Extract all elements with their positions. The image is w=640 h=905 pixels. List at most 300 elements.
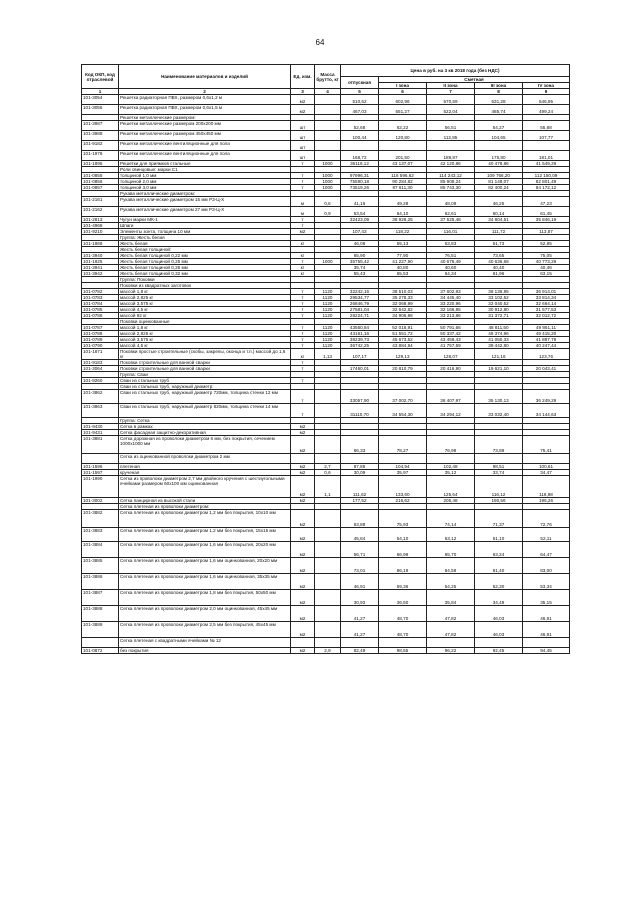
cell-code <box>82 454 119 464</box>
cell-zone-1: 551,27 <box>379 105 427 115</box>
cell-zone-2: 112,85 <box>427 131 475 141</box>
cell-unit: т <box>291 289 315 295</box>
cell-code: 101-3881 <box>82 436 119 454</box>
cell-mass <box>315 151 341 161</box>
cell-zone-2: 34 294,12 <box>427 404 475 418</box>
cell-release-price <box>341 638 379 648</box>
cell-name: Сетка из оцинкованной проволоки диаметром 2 мм <box>119 454 291 464</box>
cell-release-price: 17460,01 <box>341 366 379 372</box>
cell-unit: м <box>291 197 315 207</box>
cell-code: 101-3055 <box>82 105 119 115</box>
cell-zone-4: 33 814,34 <box>523 295 570 301</box>
cell-code: 101-1895 <box>82 161 119 167</box>
cell-mass: 1000 <box>315 185 341 191</box>
cell-release-price: 30,93 <box>341 590 379 606</box>
cell-release-price: 107,43 <box>341 229 379 235</box>
cell-code: 101-3862 <box>82 390 119 404</box>
cell-zone-4: 40 247,44 <box>523 343 570 349</box>
cell-zone-2: 53,12 <box>427 528 475 542</box>
cell-zone-3 <box>475 141 523 151</box>
cell-zone-2: 35,12 <box>427 470 475 476</box>
cell-mass <box>315 590 341 606</box>
cell-zone-1: 602,96 <box>379 95 427 105</box>
cell-code: 101-0782 <box>82 289 119 295</box>
cell-unit: т <box>291 259 315 265</box>
table-row <box>82 542 570 558</box>
table-row <box>82 558 570 574</box>
cell-zone-1: 87 611,30 <box>379 185 427 191</box>
cell-mass: 1120 <box>315 301 341 307</box>
cell-release-price: 36742,25 <box>341 343 379 349</box>
cell-zone-3: 48 811,50 <box>475 325 523 331</box>
cell-unit: т <box>291 161 315 167</box>
cell-name: Сетка плетеная из проволоки диаметром: <box>119 504 291 510</box>
cell-zone-2: 33 220,96 <box>427 301 475 307</box>
cell-zone-2: 20 416,90 <box>427 366 475 372</box>
cell-unit: м2 <box>291 510 315 528</box>
cell-release-price: 43550,84 <box>341 325 379 331</box>
cell-zone-1 <box>379 141 427 151</box>
cell-code: 101-1871 <box>82 349 119 360</box>
cell-name: Сетка фасадная защитно-декоративная <box>119 430 291 436</box>
cell-name: Решетки для приямков стальные <box>119 161 291 167</box>
cell-zone-3: 34 804,51 <box>475 217 523 223</box>
table-row <box>82 121 570 131</box>
cell-zone-2: 47,82 <box>427 606 475 622</box>
cell-release-price: 38239,73 <box>341 337 379 343</box>
cell-zone-1 <box>379 454 427 464</box>
cell-name: без покрытия <box>119 648 291 654</box>
cell-zone-4: 75,05 <box>523 253 570 259</box>
cell-release-price: 82,49 <box>341 648 379 654</box>
cell-unit: шт <box>291 141 315 151</box>
cell-zone-3: 33,74 <box>475 470 523 476</box>
cell-release-price: 97996,31 <box>341 173 379 179</box>
cell-release-price: 26846,79 <box>341 301 379 307</box>
header-mass: Масса брутто, кг <box>315 65 341 89</box>
cell-name: Сетка плетеная с квадратными ячейками № 12 <box>119 638 291 648</box>
table-row <box>82 173 570 179</box>
cell-unit: т <box>291 378 315 384</box>
table-row <box>82 141 570 151</box>
cell-zone-3: 46,25 <box>475 197 523 207</box>
header-estimate-price: Сметная <box>379 77 570 83</box>
table-body <box>82 95 570 654</box>
cell-zone-1: 65,53 <box>379 271 427 277</box>
column-number: 4 <box>315 89 341 95</box>
cell-zone-2: 65,70 <box>427 542 475 558</box>
cell-mass <box>315 558 341 574</box>
cell-name: Чугун марки МК-1 <box>119 217 291 223</box>
cell-zone-2: 35,84 <box>427 590 475 606</box>
cell-zone-1: 118,22 <box>379 229 427 235</box>
cell-unit: м2 <box>291 622 315 638</box>
cell-zone-4: 63,15 <box>523 271 570 277</box>
cell-unit: м2 <box>291 558 315 574</box>
cell-unit: кг <box>291 265 315 271</box>
table-row <box>82 179 570 185</box>
cell-unit: т <box>291 325 315 331</box>
cell-mass: 1000 <box>315 259 341 265</box>
cell-code: 101-3942 <box>82 271 119 277</box>
cell-zone-3: 41 050,33 <box>475 337 523 343</box>
cell-zone-3 <box>475 454 523 464</box>
cell-unit <box>291 638 315 648</box>
cell-release-price: 28224,71 <box>341 313 379 319</box>
table-row <box>82 648 570 654</box>
cell-unit: м2 <box>291 470 315 476</box>
cell-zone-1: 32 642,82 <box>379 307 427 313</box>
cell-unit: м2 <box>291 436 315 454</box>
cell-unit: т <box>291 390 315 404</box>
cell-zone-4: 35,15 <box>523 590 570 606</box>
cell-zone-2: 50 337,42 <box>427 331 475 337</box>
cell-name: Рукава металлические диаметром: <box>119 191 291 197</box>
cell-name: Решетки металлические вентиляционные для пола <box>119 141 291 151</box>
cell-zone-1: 49,28 <box>379 197 427 207</box>
cell-unit: кг <box>291 241 315 247</box>
cell-release-price <box>341 141 379 151</box>
cell-name: плетеная <box>119 464 291 470</box>
cell-name: массой 4,5 кг <box>119 343 291 349</box>
table-row <box>82 207 570 217</box>
cell-name: массой 1,8 кг <box>119 325 291 331</box>
cell-zone-2: 37 602,93 <box>427 289 475 295</box>
header-name: Наименование материалов и изделий <box>119 65 291 89</box>
cell-name: Роли свинцовые: марки С1 <box>119 167 291 173</box>
cell-zone-2: 570,59 <box>427 95 475 105</box>
cell-zone-2: 56,51 <box>427 121 475 131</box>
cell-zone-4: 46,91 <box>523 606 570 622</box>
cell-zone-3: 485,74 <box>475 105 523 115</box>
cell-unit <box>291 454 315 464</box>
cell-zone-3: 121,16 <box>475 349 523 360</box>
cell-code: 101-1596 <box>82 464 119 470</box>
cell-zone-4: 123,76 <box>523 349 570 360</box>
table-row <box>82 528 570 542</box>
cell-unit: т <box>291 307 315 313</box>
cell-zone-3: 39 442,80 <box>475 343 523 349</box>
cell-zone-3: 51,73 <box>475 241 523 247</box>
cell-zone-2: 116,01 <box>427 229 475 235</box>
cell-release-price: 46,08 <box>341 241 379 247</box>
cell-name: Поковки оцинкованные <box>119 319 291 325</box>
cell-zone-2: 40 676,49 <box>427 259 475 265</box>
cell-zone-3: 33 032,40 <box>475 404 523 418</box>
cell-zone-2: 76,98 <box>427 436 475 454</box>
cell-mass <box>315 390 341 404</box>
cell-zone-1: 34 906,98 <box>379 313 427 319</box>
cell-zone-1: 51 551,72 <box>379 331 427 337</box>
cell-unit: м2 <box>291 542 315 558</box>
cell-release-price: 33057,90 <box>341 390 379 404</box>
cell-release-price: 32242,16 <box>341 289 379 295</box>
cell-zone-2: 125,64 <box>427 476 475 498</box>
cell-zone-1: 86,19 <box>379 558 427 574</box>
cell-name: Решетка радиаторная ПВХ, размером 0,6х1,2 м <box>119 95 291 105</box>
cell-mass: 1120 <box>315 313 341 319</box>
cell-name: Группа: Поковки <box>119 277 291 283</box>
cell-code: 101-1597 <box>82 470 119 476</box>
cell-zone-4: 64,47 <box>523 542 570 558</box>
cell-mass: 0,6 <box>315 470 341 476</box>
cell-release-price: 35,74 <box>341 265 379 271</box>
cell-name: Решетки металлические размером: <box>119 115 291 121</box>
cell-zone-3: 46,03 <box>475 606 523 622</box>
cell-code: 101-0857 <box>82 185 119 191</box>
cell-unit: м2 <box>291 464 315 470</box>
cell-zone-4: 31 577,53 <box>523 307 570 313</box>
cell-name: Решетки металлические вентиляционные для пола <box>119 151 291 161</box>
cell-name: массой 1,8 кг <box>119 289 291 295</box>
cell-mass: 1000 <box>315 161 341 167</box>
cell-zone-4 <box>523 141 570 151</box>
cell-code: 101-1868 <box>82 241 119 247</box>
cell-mass: 0,6 <box>315 197 341 207</box>
cell-mass <box>315 105 341 115</box>
cell-mass: 1120 <box>315 307 341 313</box>
cell-zone-1: 133,60 <box>379 476 427 498</box>
cell-name: Сетка плетеная из проволоки диаметром 2,5 мм без покрытия, 45х45 мм <box>119 622 291 638</box>
cell-name: толщиной 2,0 мм <box>119 179 291 185</box>
cell-code: 101-1990 <box>82 476 119 498</box>
cell-zone-1: 35 278,33 <box>379 295 427 301</box>
cell-zone-4: 41 549,29 <box>523 161 570 167</box>
cell-zone-3: 98,51 <box>475 464 523 470</box>
cell-zone-3: 30 912,80 <box>475 307 523 313</box>
cell-unit: кг <box>291 253 315 259</box>
cell-name: Поковки простые строительные (скобы, закрепы, оконца и т.п.) массой до 1,6 кг <box>119 349 291 360</box>
cell-zone-4: 32 664,14 <box>523 301 570 307</box>
cell-zone-2 <box>427 638 475 648</box>
cell-zone-4: 94,45 <box>523 648 570 654</box>
cell-name: Рукава металлические диаметром 15 мм РЗ-Ц-Х <box>119 197 291 207</box>
cell-release-price: 30,09 <box>341 470 379 476</box>
cell-zone-3: 52,30 <box>475 574 523 590</box>
cell-release-price: 43161,16 <box>341 331 379 337</box>
cell-release-price: 510,62 <box>341 95 379 105</box>
cell-mass <box>315 131 341 141</box>
cell-name: Сетка плетеная из проволоки диаметром 1,8 мм без покрытия, 50х50 мм <box>119 590 291 606</box>
table-row <box>82 161 570 167</box>
cell-mass: 2,9 <box>315 648 341 654</box>
cell-code: 101-0855 <box>82 173 119 179</box>
cell-zone-2: 43 459,43 <box>427 337 475 343</box>
cell-mass <box>315 95 341 105</box>
cell-mass <box>315 436 341 454</box>
cell-code: 101-3882 <box>82 510 119 528</box>
cell-zone-1: 52 016,91 <box>379 325 427 331</box>
table-row <box>82 454 570 464</box>
cell-zone-2: 96,22 <box>427 648 475 654</box>
cell-zone-4: 34,47 <box>523 470 570 476</box>
cell-name: Сетка плетеная из проволоки диаметром 1,6 мм без покрытия, 20х20 мм <box>119 542 291 558</box>
cell-zone-1: 78,27 <box>379 436 427 454</box>
cell-unit: м2 <box>291 590 315 606</box>
cell-zone-1: 45 673,52 <box>379 337 427 343</box>
cell-zone-2 <box>427 454 475 464</box>
cell-code: 101-0856 <box>82 179 119 185</box>
cell-zone-1: 48,70 <box>379 622 427 638</box>
cell-unit: шт <box>291 131 315 141</box>
cell-unit: т <box>291 360 315 366</box>
cell-zone-2: 76,51 <box>427 253 475 259</box>
cell-zone-1: 40,80 <box>379 265 427 271</box>
cell-zone-4: 36 914,01 <box>523 289 570 295</box>
table-row <box>82 510 570 528</box>
cell-name: массой 2,825 кг <box>119 295 291 301</box>
table-row <box>82 185 570 191</box>
cell-code: 101-9431 <box>82 430 119 436</box>
cell-zone-3: 32 040,52 <box>475 301 523 307</box>
cell-mass: 1120 <box>315 331 341 337</box>
cell-name: массой 92 кг <box>119 313 291 319</box>
cell-code: 101-3888 <box>82 606 119 622</box>
cell-code: 101-0786 <box>82 313 119 319</box>
cell-code: 101-0790 <box>82 343 119 349</box>
cell-code: 101-3940 <box>82 253 119 259</box>
cell-unit: м2 <box>291 95 315 105</box>
cell-zone-2: 84,58 <box>427 558 475 574</box>
cell-zone-1: 55,13 <box>379 241 427 247</box>
cell-zone-3: 46,03 <box>475 622 523 638</box>
cell-release-price: 467,03 <box>341 105 379 115</box>
cell-code: 101-0785 <box>82 307 119 313</box>
cell-zone-4: 112 150,09 <box>523 173 570 179</box>
table-row <box>82 590 570 606</box>
cell-zone-1: 38 928,25 <box>379 217 427 223</box>
cell-zone-4: 49 415,20 <box>523 331 570 337</box>
cell-zone-4 <box>523 638 570 648</box>
cell-zone-1: 32 068,99 <box>379 301 427 307</box>
cell-name: массой 3,575 кг <box>119 337 291 343</box>
cell-zone-4: 53,34 <box>523 574 570 590</box>
cell-unit: т <box>291 404 315 418</box>
cell-release-price: 107,17 <box>341 349 379 360</box>
cell-unit: м2 <box>291 528 315 542</box>
cell-code: 101-9183 <box>82 360 119 366</box>
cell-name: Группа: Сетка <box>119 418 291 424</box>
cell-zone-4: 41 887,78 <box>523 337 570 343</box>
cell-zone-4: 40 773,29 <box>523 259 570 265</box>
cell-name: Шпаги <box>119 223 291 229</box>
cell-code: 101-2813 <box>82 217 119 223</box>
cell-unit: кг <box>291 349 315 360</box>
column-number: 8 <box>475 89 523 95</box>
cell-zone-3: 81,40 <box>475 558 523 574</box>
cell-zone-1: 34 554,30 <box>379 404 427 418</box>
cell-zone-4 <box>523 454 570 464</box>
cell-zone-1: 116 596,62 <box>379 173 427 179</box>
cell-unit: т <box>291 217 315 223</box>
cell-name: Поковки строительные для ванной сварки <box>119 366 291 372</box>
cell-release-price: 111,62 <box>341 476 379 498</box>
cell-zone-1: 75,93 <box>379 510 427 528</box>
cell-zone-2: 41 757,59 <box>427 343 475 349</box>
cell-name: Сетка из проволоки диаметром 2,7 мм двойного кручения с шестиугольными ячейками размером 60х100 мм оцинкованная <box>119 476 291 498</box>
cell-zone-1: 35,97 <box>379 470 427 476</box>
cell-zone-1: 66,99 <box>379 542 427 558</box>
cell-unit: т <box>291 179 315 185</box>
cell-zone-2: 48,09 <box>427 197 475 207</box>
table-row <box>82 638 570 648</box>
cell-zone-2: 74,14 <box>427 510 475 528</box>
table-row <box>82 197 570 207</box>
cell-zone-1: 36,50 <box>379 590 427 606</box>
cell-zone-4: 107,77 <box>523 131 570 141</box>
table-row <box>82 390 570 404</box>
cell-zone-2: 33 213,86 <box>427 313 475 319</box>
header-price-group: Цена в руб. на 3 кв 2018 года (без НДС) <box>341 65 570 77</box>
cell-unit: т <box>291 331 315 337</box>
cell-mass <box>315 404 341 418</box>
cell-unit: шт <box>291 121 315 131</box>
cell-zone-2: 42 120,86 <box>427 161 475 167</box>
cell-release-price: 177,52 <box>341 498 379 504</box>
cell-name: крученая <box>119 470 291 476</box>
cell-name: Сетка плетеная из проволоки диаметром 1,2 мм без покрытия, 15х15 мм <box>119 528 291 542</box>
cell-zone-2: 102,48 <box>427 464 475 470</box>
cell-name: Жесть белая толщиной 0,32 мм <box>119 271 291 277</box>
cell-zone-3: 61,96 <box>475 271 523 277</box>
cell-release-price: 75590,18 <box>341 179 379 185</box>
cell-name: Сетка панцирная из высокой стали <box>119 498 291 504</box>
cell-mass <box>315 121 341 131</box>
cell-release-price: 87,85 <box>341 464 379 470</box>
cell-name: Рукава металлические диаметром 27 мм РЗ-Ц-Х <box>119 207 291 217</box>
column-number: 5 <box>341 89 379 95</box>
cell-code: 101-3887 <box>82 590 119 606</box>
cell-zone-4: 82 801,49 <box>523 179 570 185</box>
cell-zone-3: 175,80 <box>475 151 523 161</box>
cell-zone-2: 126,07 <box>427 349 475 360</box>
cell-mass <box>315 638 341 648</box>
cell-name: Сетка в рамках <box>119 424 291 430</box>
cell-zone-4: 52,85 <box>523 241 570 247</box>
cell-zone-3: 104,65 <box>475 131 523 141</box>
cell-zone-3: 34,49 <box>475 590 523 606</box>
cell-release-price: 53,54 <box>341 207 379 217</box>
cell-zone-4: 20 043,41 <box>523 366 570 372</box>
cell-zone-2: 37 525,48 <box>427 217 475 223</box>
table-row <box>82 151 570 161</box>
cell-unit: м <box>291 207 315 217</box>
cell-zone-3: 48 374,96 <box>475 331 523 337</box>
cell-release-price: 32423,09 <box>341 217 379 223</box>
cell-unit: м2 <box>291 606 315 622</box>
cell-release-price: 55,43 <box>341 271 379 277</box>
cell-code: 101-3054 <box>82 95 119 105</box>
cell-unit: т <box>291 343 315 349</box>
cell-zone-3: 35 130,13 <box>475 390 523 404</box>
cell-mass: 2,7 <box>315 464 341 470</box>
cell-zone-1: 38 510,03 <box>379 289 427 295</box>
cell-zone-2: 50 791,66 <box>427 325 475 331</box>
cell-zone-4: 499,24 <box>523 105 570 115</box>
cell-zone-3: 40 478,86 <box>475 161 523 167</box>
cell-code: 101-3863 <box>82 404 119 418</box>
cell-name: Жесть белая толщиной: <box>119 247 291 253</box>
cell-zone-4: 36 249,29 <box>523 390 570 404</box>
cell-mass: 0,9 <box>315 207 341 217</box>
cell-zone-4: 100,61 <box>523 464 570 470</box>
table-row <box>82 436 570 454</box>
table-row <box>82 606 570 622</box>
header-zone-4: IV зона <box>523 83 570 89</box>
cell-zone-2: 85 743,30 <box>427 185 475 191</box>
cell-name: массой 4,5 кг <box>119 307 291 313</box>
cell-zone-3: 531,28 <box>475 95 523 105</box>
